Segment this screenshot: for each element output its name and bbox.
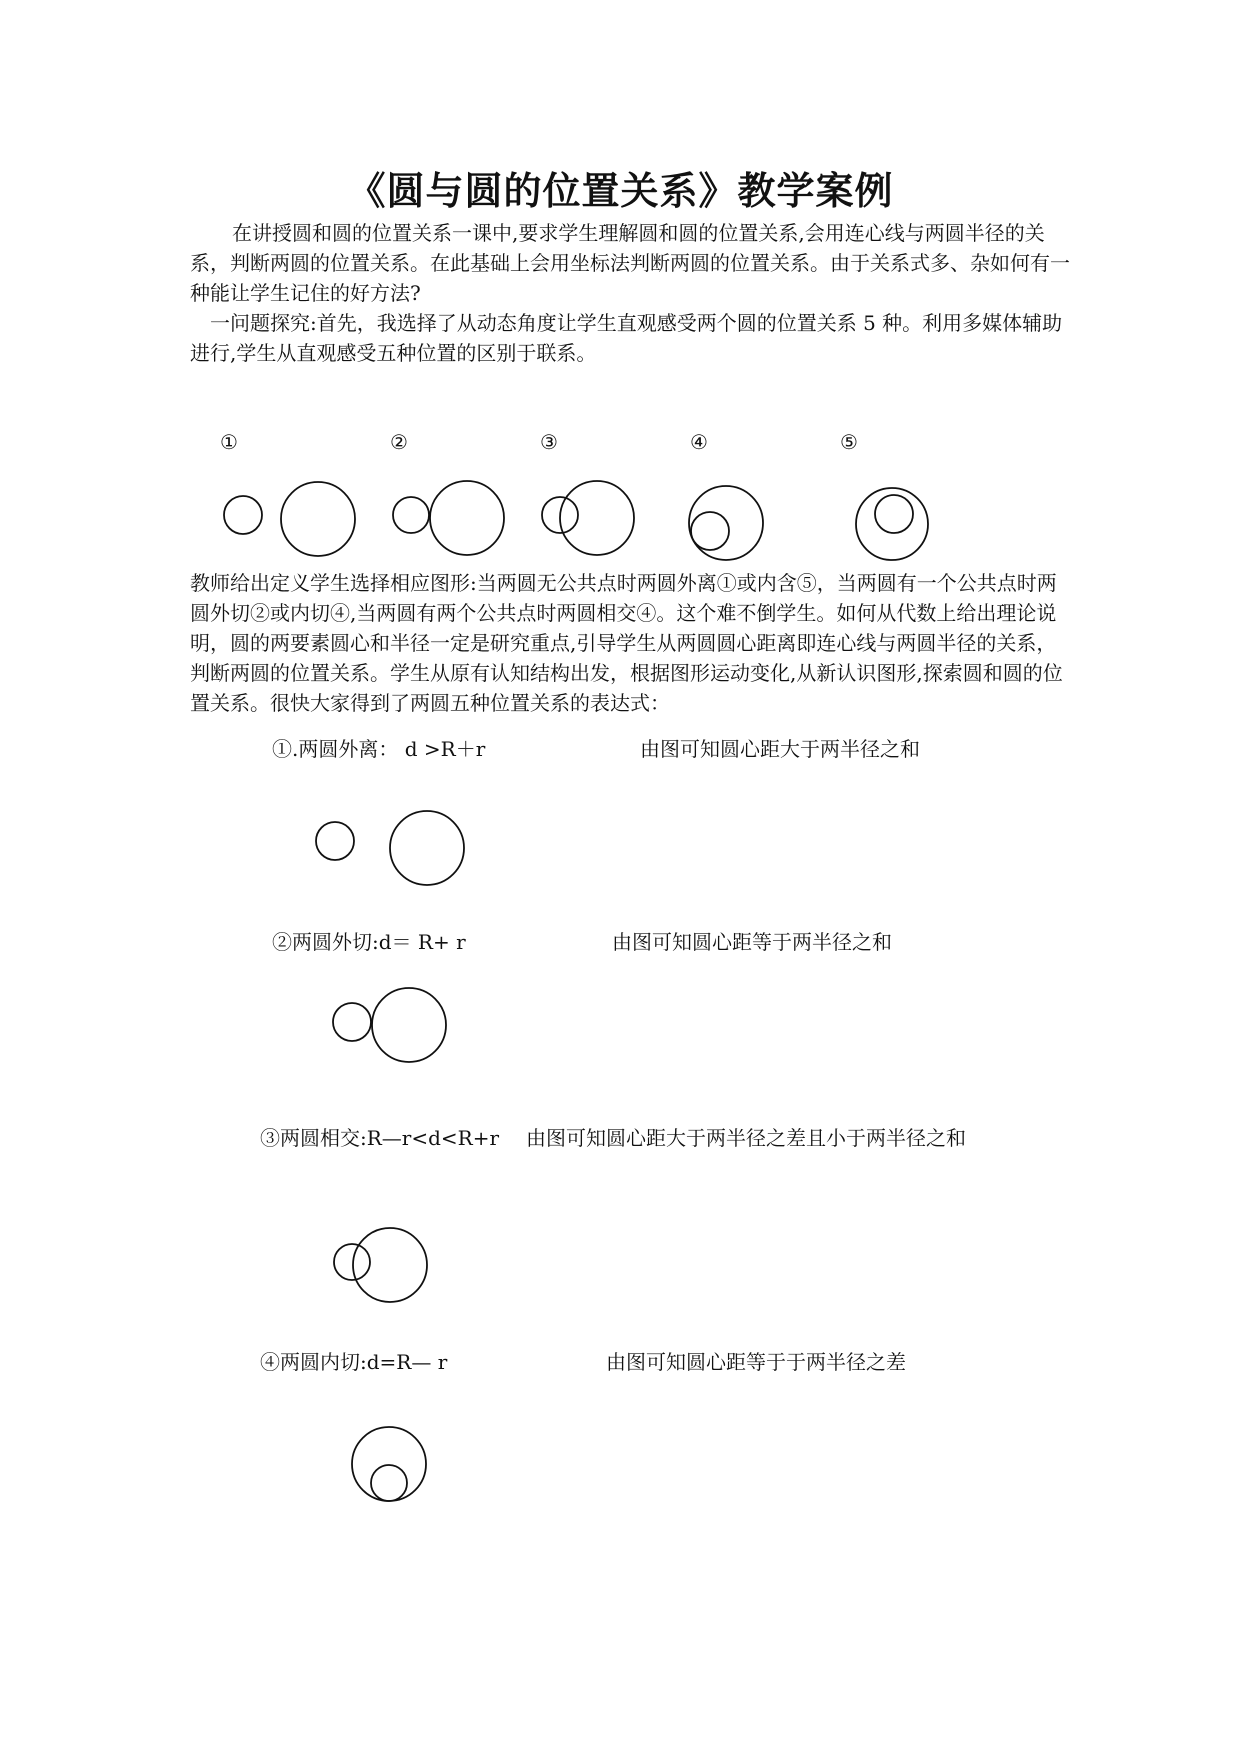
figure-label-2: ② <box>390 430 408 454</box>
figure-external-tangent <box>393 481 504 555</box>
large-circle <box>430 481 504 555</box>
case-2-note: 由图可知圆心距等于两半径之和 <box>612 930 892 954</box>
small-circle <box>333 1003 371 1041</box>
figure-label-4: ④ <box>690 430 708 454</box>
intro-paragraph-1: 在讲授圆和圆的位置关系一课中,要求学生理解圆和圆的位置关系,会用连心线与两圆半径的关系，判断两圆的位置关系。在此基础上会用坐标法判断两圆的位置关系。由于关系式多、杂如何有一种能让学生记住的好方法? <box>190 221 1070 305</box>
small-circle <box>371 1465 407 1501</box>
figure-label-3: ③ <box>540 430 558 454</box>
small-circle <box>224 496 262 534</box>
small-circle <box>393 497 429 533</box>
case-1-note: 由图可知圆心距大于两半径之和 <box>640 737 920 761</box>
figure-intersecting <box>542 481 634 555</box>
explanation-paragraph <box>190 568 1070 718</box>
case-3-formula: ③两圆相交:R—r<d<R+r <box>260 1126 500 1150</box>
figure-label-5: ⑤ <box>840 430 858 454</box>
case-1-figure <box>316 811 464 885</box>
page-title: 《圆与圆的位置关系》教学案例 <box>347 168 894 213</box>
explanation-text: 教师给出定义学生选择相应图形:当两圆无公共点时两圆外离①或内含⑤，当两圆有一个公共点时两圆外切②或内切④,当两圆有两个公共点时两圆相交④。这个难不倒学生。如何从代数上给出理论说明，圆的两要素圆心和半径一定是研究重点,引导学生从两圆圆心距离即连心线与两圆半径的关系，判断两圆的位置关系。学生从原有认知结构出发，根据图形运动变化,从新认识图形,探索圆和圆的位置关系。很快大家得到了两圆五种位置关系的表达式： <box>190 571 1063 715</box>
large-circle <box>856 488 928 560</box>
case-4-figure <box>352 1427 426 1501</box>
large-circle <box>390 811 464 885</box>
case-2-formula: ②两圆外切:d＝ R+ r <box>272 930 466 954</box>
small-circle <box>316 822 354 860</box>
figure-label-1: ① <box>220 430 238 454</box>
small-circle <box>334 1244 370 1280</box>
large-circle <box>372 988 446 1062</box>
case-3-figure <box>334 1228 427 1302</box>
large-circle <box>281 482 355 556</box>
large-circle <box>352 1427 426 1501</box>
case-4-note: 由图可知圆心距等于于两半径之差 <box>606 1350 906 1374</box>
figure-separate <box>224 482 355 556</box>
large-circle <box>353 1228 427 1302</box>
large-circle <box>689 486 763 560</box>
large-circle <box>560 481 634 555</box>
figure-internal-tangent <box>689 486 763 560</box>
figure-contained <box>856 488 928 560</box>
case-3-note: 由图可知圆心距大于两半径之差且小于两半径之和 <box>526 1126 966 1150</box>
case-4-formula: ④两圆内切:d=R— r <box>260 1350 448 1374</box>
case-1-formula: ①.两圆外离： d >R＋r <box>272 737 486 761</box>
small-circle <box>875 495 913 533</box>
intro-paragraph-2: 一问题探究:首先，我选择了从动态角度让学生直观感受两个圆的位置关系 5 种。利用多媒体辅助进行,学生从直观感受五种位置的区别于联系。 <box>190 311 1063 365</box>
case-2-figure <box>333 988 446 1062</box>
